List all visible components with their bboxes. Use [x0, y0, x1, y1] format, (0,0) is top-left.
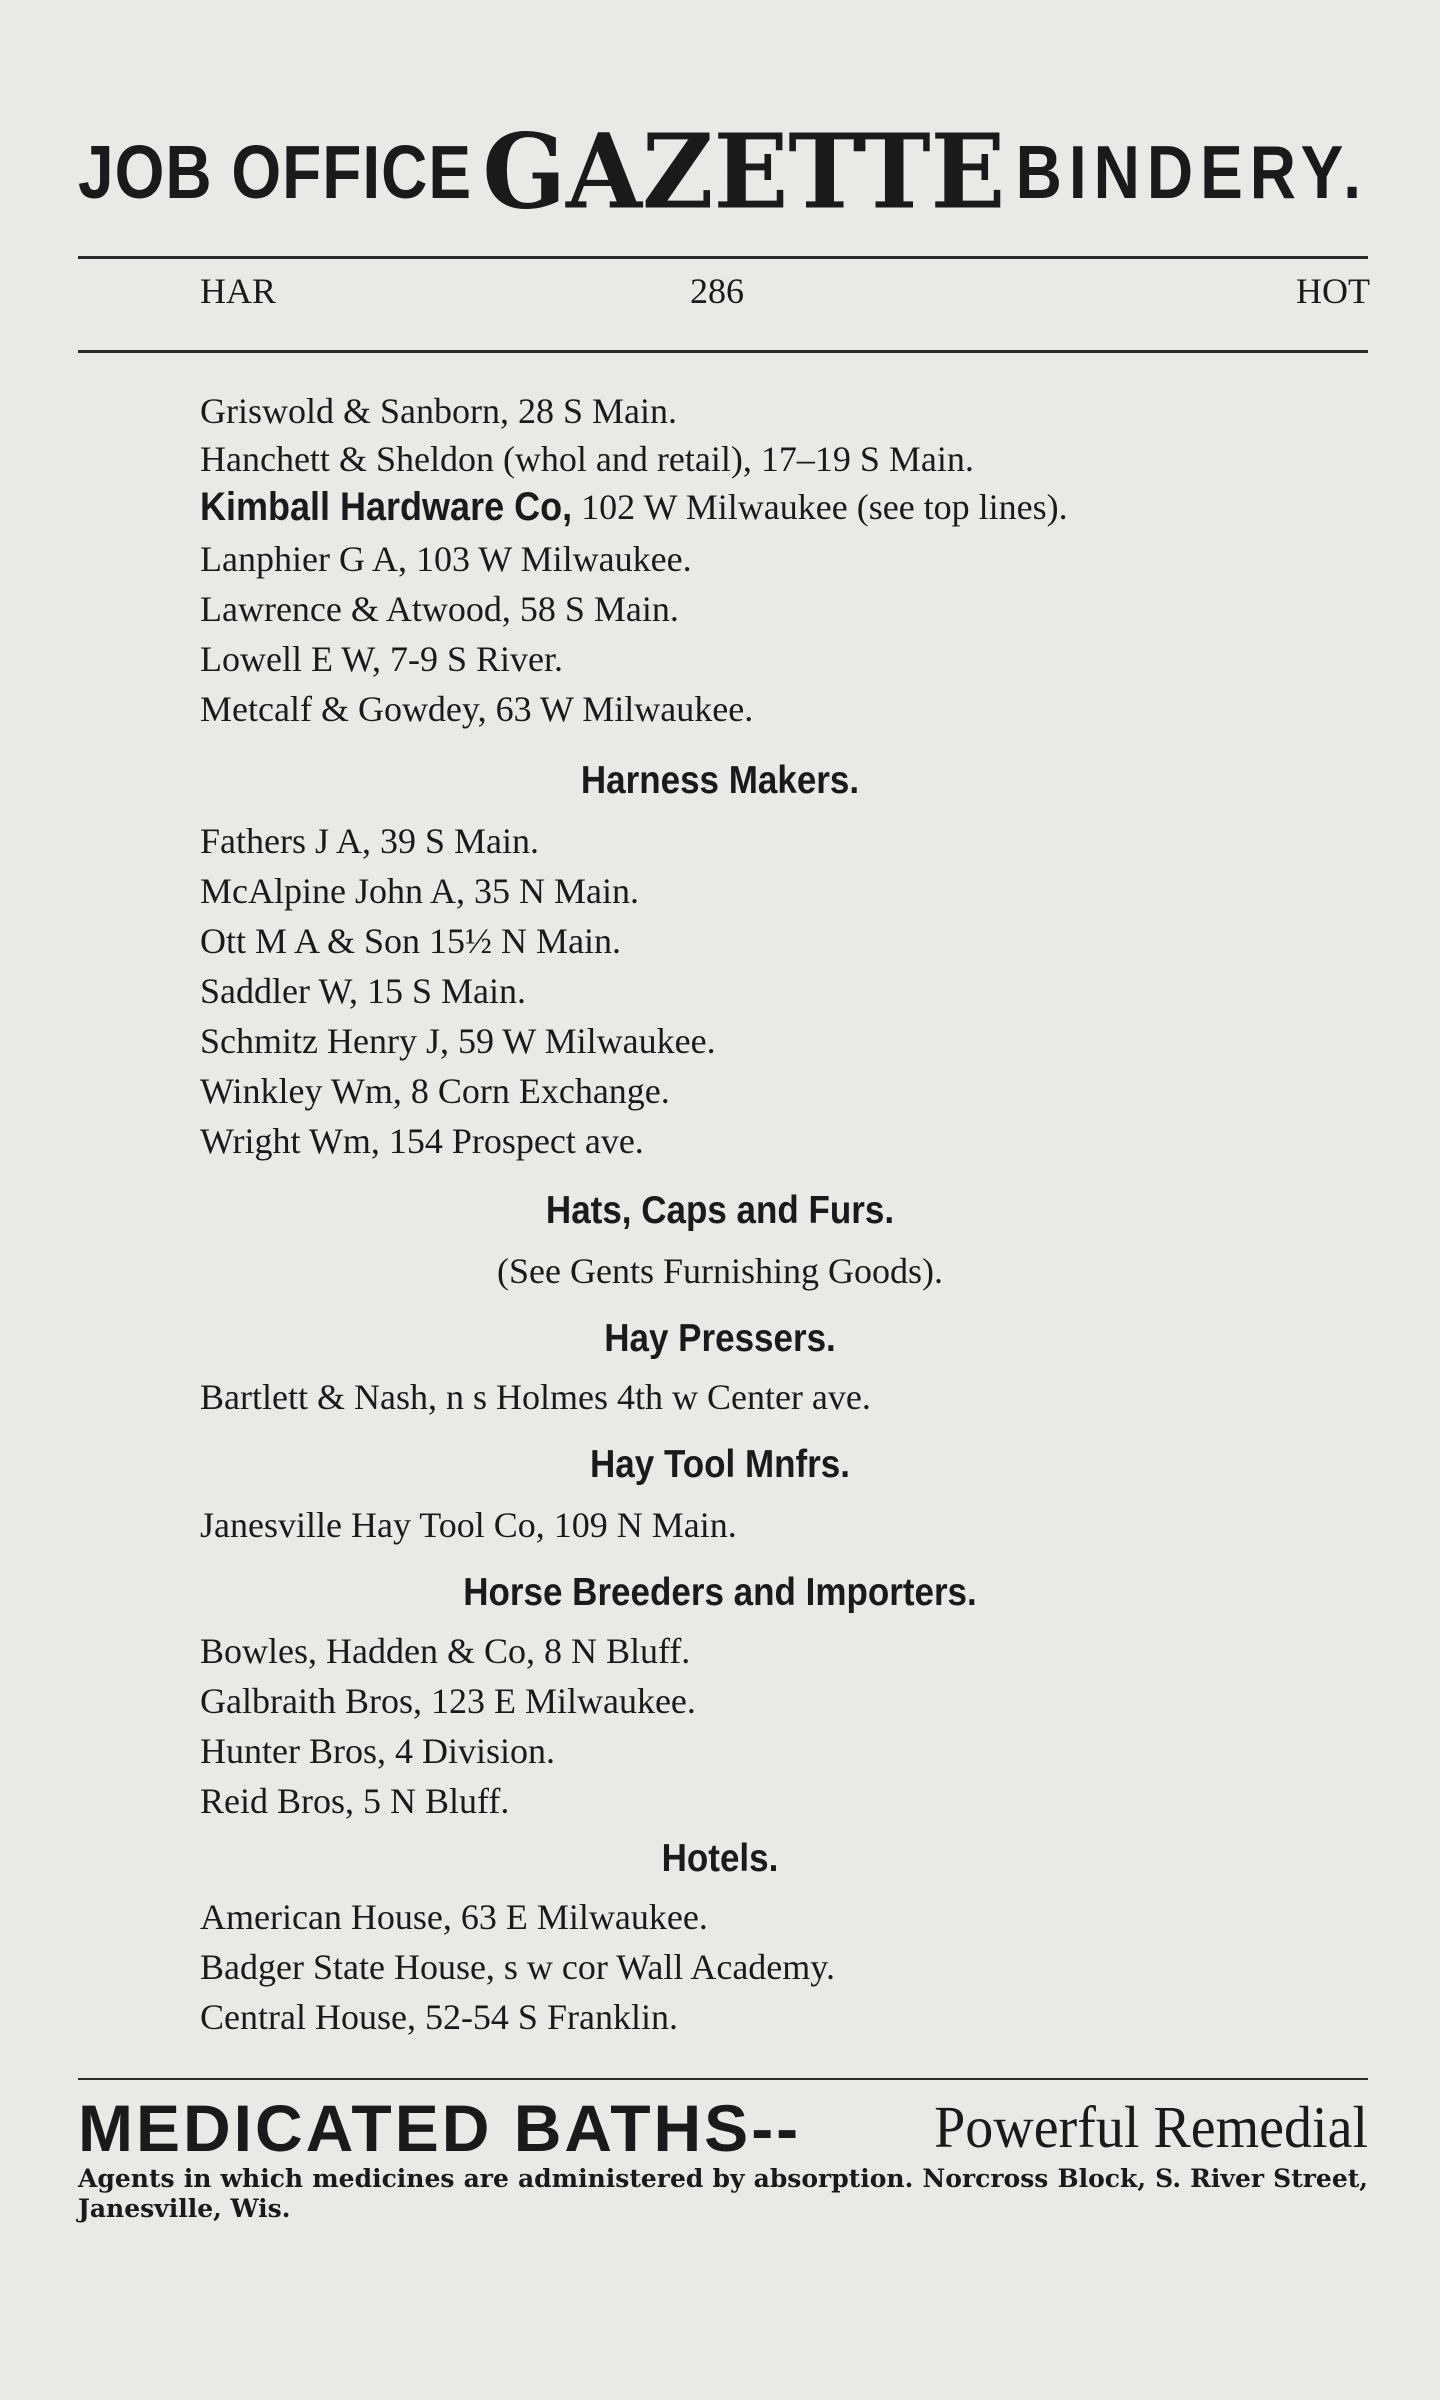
section-heading: Hats, Caps and Furs. [545, 1189, 895, 1232]
list-item: Saddler W, 15 S Main. [200, 971, 527, 1011]
masthead [78, 112, 1368, 232]
list-item: Hunter Bros, 4 Division. [200, 1731, 555, 1771]
ad-body: Agents in which medicines are administered by absorption. Norcross Block, S. River Street, Janesville, Wis. [78, 2164, 1368, 2223]
header-rule [78, 350, 1368, 353]
masthead-left: JOB OFFICE [78, 129, 473, 215]
masthead-title: GAZETTE [482, 111, 1006, 233]
list-item: Lawrence & Atwood, 58 S Main. [200, 589, 679, 629]
list-item: Badger State House, s w cor Wall Academy. [200, 1947, 835, 1987]
kimball-address: 102 W Milwaukee (see top lines). [572, 487, 1068, 527]
list-item: Hanchett & Sheldon (whol and retail), 17–19 S Main. [200, 439, 974, 479]
list-item: Reid Bros, 5 N Bluff. [200, 1781, 510, 1821]
list-item-kimball [200, 484, 1068, 530]
ad-headline: MEDICATED BATHS-- [78, 2091, 802, 2165]
list-item: Fathers J A, 39 S Main. [200, 821, 540, 861]
list-item: American House, 63 E Milwaukee. [200, 1897, 708, 1937]
list-item: Bartlett & Nash, n s Holmes 4th w Center ave. [200, 1377, 871, 1417]
list-item: Galbraith Bros, 123 E Milwaukee. [200, 1681, 696, 1721]
list-item: Ott M A & Son 15½ N Main. [200, 921, 622, 961]
section-heading: Hay Tool Mnfrs. [590, 1443, 850, 1486]
cross-reference-note: (See Gents Furnishing Goods). [497, 1251, 943, 1291]
section-heading: Horse Breeders and Importers. [463, 1571, 977, 1614]
ad-headline-line [78, 2090, 1368, 2165]
list-item: Janesville Hay Tool Co, 109 N Main. [200, 1505, 737, 1545]
page-number: 286 [690, 271, 744, 311]
list-item: Lanphier G A, 103 W Milwaukee. [200, 539, 692, 579]
ad-tagline: Powerful Remedial [934, 2095, 1368, 2161]
running-head-right: HOT [1296, 271, 1370, 311]
list-item: Lowell E W, 7-9 S River. [200, 639, 563, 679]
running-head [200, 270, 1370, 330]
list-item: Central House, 52-54 S Franklin. [200, 1997, 678, 2037]
list-item: Winkley Wm, 8 Corn Exchange. [200, 1071, 670, 1111]
footer-rule [78, 2078, 1368, 2080]
list-item: Schmitz Henry J, 59 W Milwaukee. [200, 1021, 716, 1061]
list-item: Metcalf & Gowdey, 63 W Milwaukee. [200, 689, 754, 729]
list-item: Wright Wm, 154 Prospect ave. [200, 1121, 644, 1161]
running-head-left: HAR [200, 271, 277, 311]
section-heading: Hay Pressers. [604, 1317, 836, 1360]
kimball-name: Kimball Hardware Co, [200, 483, 573, 529]
masthead-right: BINDERY. [1015, 129, 1368, 215]
top-rule [78, 256, 1368, 259]
list-item: McAlpine John A, 35 N Main. [200, 871, 639, 911]
list-item: Griswold & Sanborn, 28 S Main. [200, 391, 677, 431]
list-item: Bowles, Hadden & Co, 8 N Bluff. [200, 1631, 691, 1671]
section-heading: Harness Makers. [580, 759, 860, 802]
section-heading: Hotels. [661, 1837, 779, 1880]
